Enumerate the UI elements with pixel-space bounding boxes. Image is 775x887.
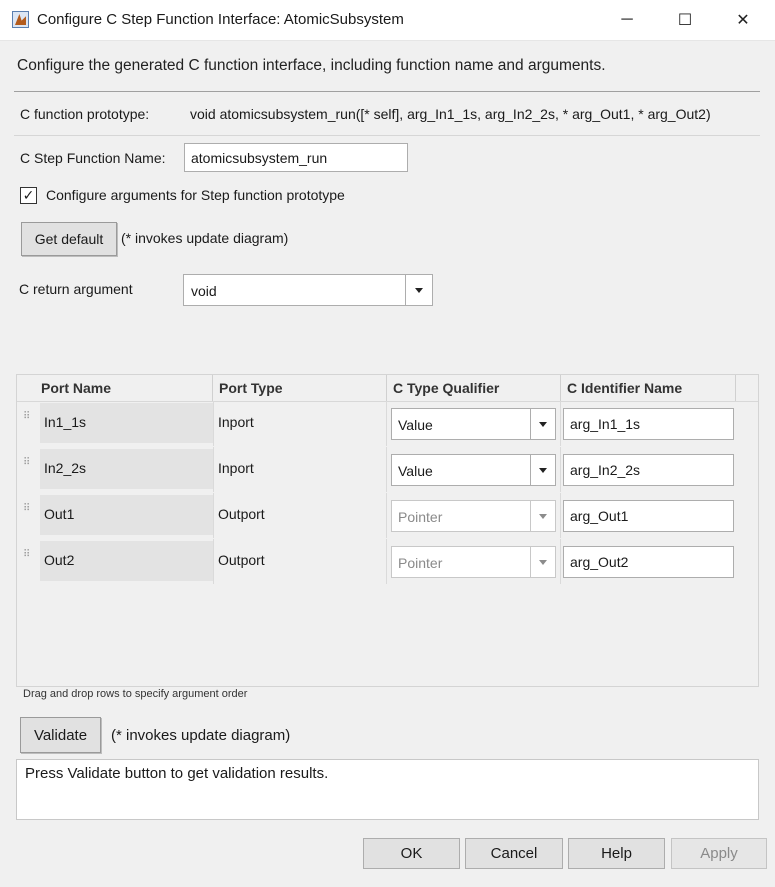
table-header bbox=[17, 375, 758, 402]
configure-arguments-label[interactable]: Configure arguments for Step function prototype bbox=[46, 187, 345, 203]
port-name: Out1 bbox=[44, 506, 75, 522]
validation-results-area: Press Validate button to get validation results. bbox=[16, 759, 759, 820]
drag-handle-icon[interactable]: ⠿ bbox=[23, 549, 31, 560]
c-type-qualifier-select bbox=[391, 546, 556, 578]
step-function-name-input[interactable] bbox=[184, 143, 408, 172]
port-type: Outport bbox=[218, 506, 265, 522]
dropdown-arrow-button bbox=[530, 547, 555, 577]
apply-button: Apply bbox=[671, 838, 767, 869]
validate-note: (* invokes update diagram) bbox=[111, 727, 291, 744]
port-name: In2_2s bbox=[44, 460, 87, 476]
c-identifier-input[interactable]: arg_In1_1s bbox=[563, 408, 734, 440]
column-header-c-identifier-name[interactable]: C Identifier Name bbox=[560, 375, 736, 401]
c-identifier-input[interactable]: arg_Out2 bbox=[563, 546, 734, 578]
simulink-app-icon bbox=[12, 11, 29, 28]
close-button[interactable]: ✕ bbox=[736, 12, 750, 29]
table-row[interactable] bbox=[17, 447, 758, 492]
qualifier-value: Value bbox=[398, 463, 433, 479]
c-type-qualifier-select[interactable] bbox=[391, 454, 556, 486]
table-row[interactable] bbox=[17, 493, 758, 538]
c-type-qualifier-select[interactable] bbox=[391, 408, 556, 440]
drag-handle-icon[interactable]: ⠿ bbox=[23, 411, 31, 422]
step-function-name-label: C Step Function Name: bbox=[20, 150, 166, 166]
minimize-button[interactable]: ─ bbox=[621, 11, 633, 28]
drag-hint-text: Drag and drop rows to specify argument order bbox=[23, 688, 248, 700]
column-header-c-type-qualifier[interactable]: C Type Qualifier bbox=[386, 375, 562, 401]
prototype-value: void atomicsubsystem_run([* self], arg_In1_1s, arg_In2_2s, * arg_Out1, * arg_Out2) bbox=[190, 106, 711, 122]
column-header-filler bbox=[735, 375, 758, 401]
port-name: In1_1s bbox=[44, 414, 87, 430]
prototype-label: C function prototype: bbox=[20, 106, 150, 122]
port-type: Inport bbox=[218, 414, 254, 430]
cancel-button[interactable]: Cancel bbox=[465, 838, 563, 869]
divider bbox=[14, 91, 760, 92]
chevron-down-icon bbox=[539, 514, 547, 519]
c-identifier-input[interactable]: arg_In2_2s bbox=[563, 454, 734, 486]
c-type-qualifier-select bbox=[391, 500, 556, 532]
divider bbox=[14, 135, 760, 136]
window-title: Configure C Step Function Interface: AtomicSubsystem bbox=[37, 11, 404, 28]
dropdown-arrow-button[interactable] bbox=[530, 409, 555, 439]
ok-button[interactable]: OK bbox=[363, 838, 460, 869]
return-argument-select[interactable] bbox=[183, 274, 433, 306]
port-type: Inport bbox=[218, 460, 254, 476]
return-argument-value: void bbox=[191, 283, 217, 299]
qualifier-value: Pointer bbox=[398, 555, 443, 571]
port-type: Outport bbox=[218, 552, 265, 568]
qualifier-value: Value bbox=[398, 417, 433, 433]
configure-arguments-checkbox[interactable]: ✓ bbox=[20, 187, 37, 204]
chevron-down-icon bbox=[415, 288, 423, 293]
chevron-down-icon bbox=[539, 468, 547, 473]
dialog-description: Configure the generated C function interface, including function name and arguments. bbox=[17, 57, 606, 74]
dropdown-arrow-button[interactable] bbox=[405, 275, 432, 305]
get-default-button[interactable]: Get default bbox=[21, 222, 117, 256]
get-default-note: (* invokes update diagram) bbox=[121, 230, 289, 246]
qualifier-value: Pointer bbox=[398, 509, 443, 525]
chevron-down-icon bbox=[539, 560, 547, 565]
return-argument-label: C return argument bbox=[19, 281, 133, 297]
c-identifier-input[interactable]: arg_Out1 bbox=[563, 500, 734, 532]
column-header-port-name[interactable]: Port Name bbox=[41, 380, 112, 396]
help-button[interactable]: Help bbox=[568, 838, 665, 869]
table-row[interactable] bbox=[17, 539, 758, 584]
maximize-button[interactable]: ☐ bbox=[677, 12, 693, 29]
table-row[interactable] bbox=[17, 401, 758, 446]
validate-button[interactable]: Validate bbox=[20, 717, 101, 753]
column-header-port-type[interactable]: Port Type bbox=[212, 375, 390, 401]
drag-handle-icon[interactable]: ⠿ bbox=[23, 503, 31, 514]
port-name: Out2 bbox=[44, 552, 75, 568]
drag-handle-icon[interactable]: ⠿ bbox=[23, 457, 31, 468]
dropdown-arrow-button bbox=[530, 501, 555, 531]
dropdown-arrow-button[interactable] bbox=[530, 455, 555, 485]
chevron-down-icon bbox=[539, 422, 547, 427]
